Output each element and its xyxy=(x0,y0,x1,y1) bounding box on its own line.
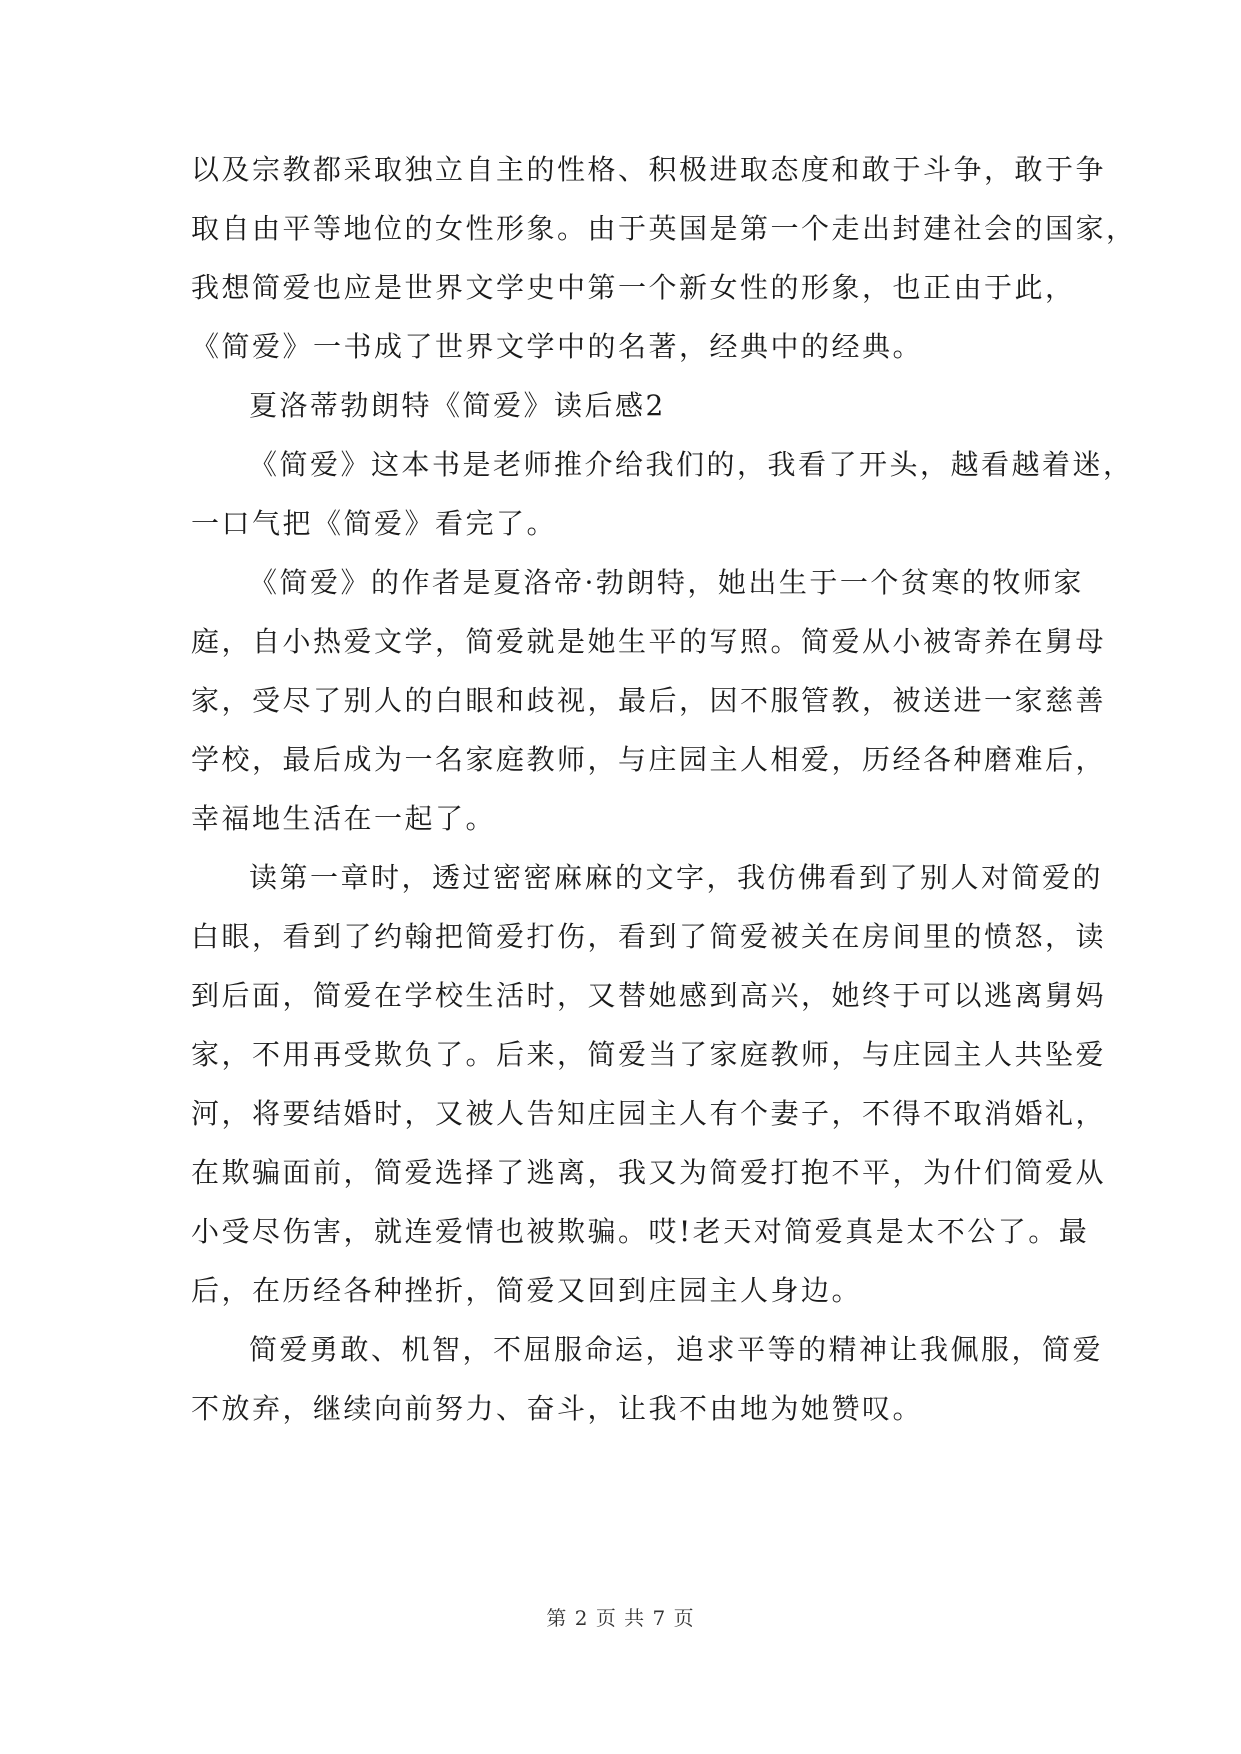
text-line: 到后面，简爱在学校生活时，又替她感到高兴，她终于可以逃离舅妈 xyxy=(191,979,1107,1012)
text-line: 《简爱》这本书是老师推介给我们的，我看了开头，越看越着迷， xyxy=(249,448,1134,481)
text-line: 简爱勇敢、机智，不屈服命运，追求平等的精神让我佩服，简爱 xyxy=(249,1333,1104,1366)
text-line: 小受尽伤害，就连爱情也被欺骗。哎!老天对简爱真是太不公了。最 xyxy=(191,1215,1090,1248)
text-line: 白眼，看到了约翰把简爱打伤，看到了简爱被关在房间里的愤怒，读 xyxy=(191,920,1107,953)
page-number-footer: 第 2 页 共 7 页 xyxy=(546,1606,695,1630)
text-line: 《简爱》的作者是夏洛帝·勃朗特，她出生于一个贫寒的牧师家 xyxy=(249,566,1084,599)
text-line: 《简爱》一书成了世界文学中的名著，经典中的经典。 xyxy=(191,330,924,363)
text-line: 我想简爱也应是世界文学史中第一个新女性的形象，也正由于此， xyxy=(191,271,1076,304)
text-line: 河，将要结婚时，又被人告知庄园主人有个妻子，不得不取消婚礼， xyxy=(191,1097,1107,1130)
text-line: 后，在历经各种挫折，简爱又回到庄园主人身边。 xyxy=(191,1274,863,1307)
text-line: 不放弃，继续向前努力、奋斗，让我不由地为她赞叹。 xyxy=(191,1392,924,1425)
text-line: 读第一章时，透过密密麻麻的文字，我仿佛看到了别人对简爱的 xyxy=(249,861,1104,894)
text-line: 在欺骗面前，简爱选择了逃离，我又为简爱打抱不平，为什们简爱从 xyxy=(191,1156,1107,1189)
text-line: 家，不用再受欺负了。后来，简爱当了家庭教师，与庄园主人共坠爱 xyxy=(191,1038,1107,1071)
section-heading: 夏洛蒂勃朗特《简爱》读后感2 xyxy=(249,389,666,422)
text-line: 以及宗教都采取独立自主的性格、积极进取态度和敢于斗争，敢于争 xyxy=(191,153,1107,186)
text-line: 庭，自小热爱文学，简爱就是她生平的写照。简爱从小被寄养在舅母 xyxy=(191,625,1107,658)
text-line: 取自由平等地位的女性形象。由于英国是第一个走出封建社会的国家， xyxy=(191,212,1137,245)
text-line: 一口气把《简爱》看完了。 xyxy=(191,507,558,540)
text-line: 家，受尽了别人的白眼和歧视，最后，因不服管教，被送进一家慈善 xyxy=(191,684,1107,717)
text-line: 学校，最后成为一名家庭教师，与庄园主人相爱，历经各种磨难后， xyxy=(191,743,1107,776)
text-line: 幸福地生活在一起了。 xyxy=(191,802,497,835)
